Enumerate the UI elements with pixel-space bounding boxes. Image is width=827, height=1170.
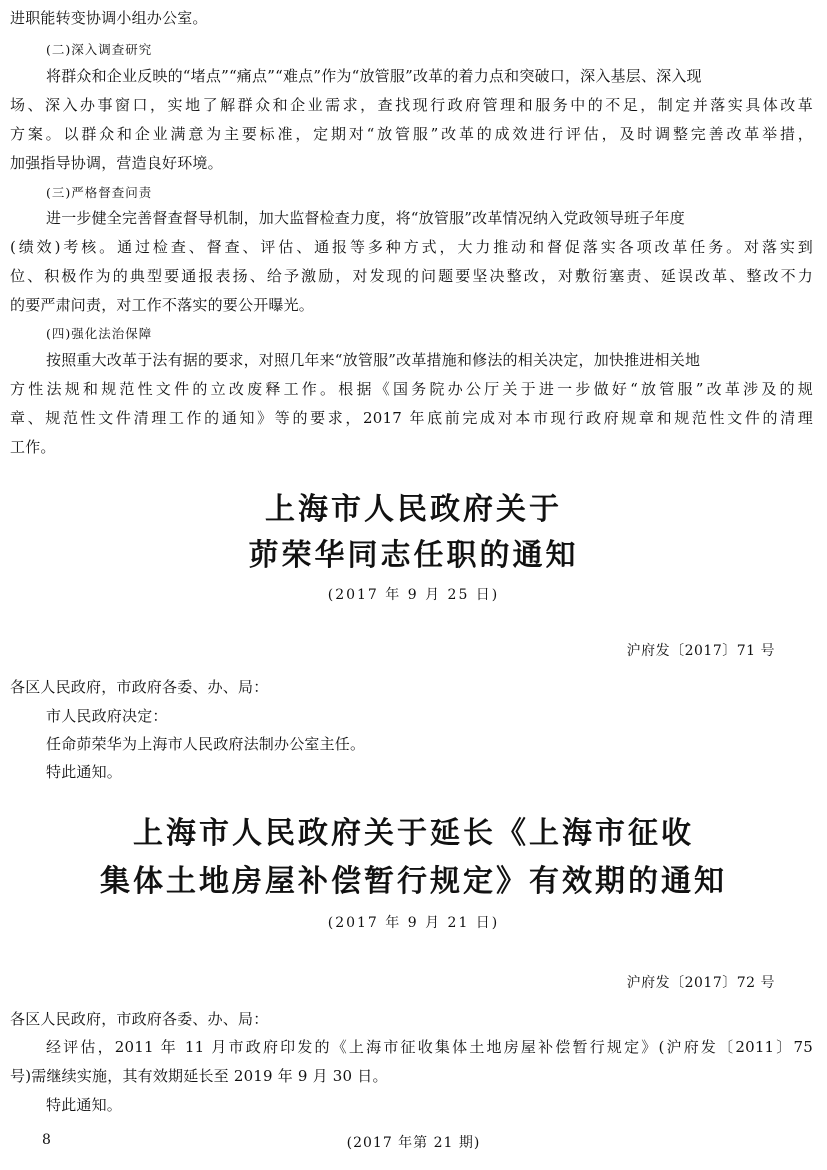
notice-1-closing: 特此通知。 — [46, 763, 123, 781]
section-heading-2: (二)深入调查研究 — [46, 42, 153, 57]
notice-2-body-line: 号)需继续实施，其有效期延长至 2019 年 9 月 30 日。 — [10, 1067, 388, 1085]
issue-label: (2017 年第 21 期) — [346, 1135, 481, 1151]
paragraph-line: 的要严肃问责，对工作不落实的要公开曝光。 — [10, 296, 315, 314]
notice-1-title-line-2: 茆荣华同志任职的通知 — [248, 538, 579, 573]
notice-2-addressee: 各区人民政府，市政府各委、办、局： — [10, 1010, 269, 1028]
paragraph-line: 方性法规和规范性文件的立改废释工作。根据《国务院办公厅关于进一步做好“放管服”改革涉及的规 — [10, 380, 813, 398]
notice-1-body-line: 任命茆荣华为上海市人民政府法制办公室主任。 — [46, 735, 366, 753]
notice-2-title-line-2: 集体土地房屋补偿暂行规定》有效期的通知 — [100, 864, 727, 899]
paragraph-line: 加强指导协调，营造良好环境。 — [10, 154, 223, 172]
notice-2-closing: 特此通知。 — [46, 1096, 123, 1114]
notice-1-body-line: 市人民政府决定： — [46, 707, 168, 725]
paragraph-line: 工作。 — [10, 438, 56, 456]
paragraph-continuation: 进职能转变协调小组办公室。 — [10, 9, 208, 27]
notice-2-title-line-1: 上海市人民政府关于延长《上海市征收 — [133, 816, 694, 851]
paragraph-line: (绩效)考核。通过检查、督查、评估、通报等多种方式，大力推动和督促落实各项改革任务。对落实到 — [10, 238, 813, 256]
section-heading-3: (三)严格督查问责 — [46, 185, 153, 200]
page-number: 8 — [42, 1132, 51, 1148]
notice-1-title-line-1: 上海市人民政府关于 — [265, 492, 562, 527]
paragraph-line: 场、深入办事窗口，实地了解群众和企业需求，查找现行政府管理和服务中的不足，制定并落实具体改革 — [10, 96, 813, 114]
section-heading-4: (四)强化法治保障 — [46, 326, 153, 341]
paragraph-line: 章、规范性文件清理工作的通知》等的要求，2017 年底前完成对本市现行政府规章和规范性文件的清理 — [10, 409, 813, 427]
notice-1-doc-number: 沪府发〔2017〕71 号 — [626, 643, 775, 659]
notice-2-body-line: 经评估，2011 年 11 月市政府印发的《上海市征收集体土地房屋补偿暂行规定》(沪府发〔2011〕75 — [46, 1038, 813, 1056]
paragraph-line: 进一步健全完善督查督导机制，加大监督检查力度，将“放管服”改革情况纳入党政领导班子年度 — [46, 209, 685, 227]
notice-2-date: (2017 年 9 月 21 日) — [327, 915, 500, 931]
paragraph-line: 方案。以群众和企业满意为主要标准，定期对“放管服”改革的成效进行评估，及时调整完善改革举措， — [10, 125, 813, 143]
notice-2-doc-number: 沪府发〔2017〕72 号 — [626, 975, 775, 991]
notice-1-date: (2017 年 9 月 25 日) — [327, 587, 500, 603]
paragraph-line: 按照重大改革于法有据的要求，对照几年来“放管服”改革措施和修法的相关决定，加快推进相关地 — [46, 351, 701, 369]
paragraph-line: 将群众和企业反映的“堵点”“痛点”“难点”作为“放管服”改革的着力点和突破口，深入基层、深入现 — [46, 67, 702, 85]
paragraph-line: 位、积极作为的典型要通报表扬、给予激励，对发现的问题要坚决整改，对敷衍塞责、延误改革、整改不力 — [10, 267, 813, 285]
notice-1-addressee: 各区人民政府，市政府各委、办、局： — [10, 678, 269, 696]
